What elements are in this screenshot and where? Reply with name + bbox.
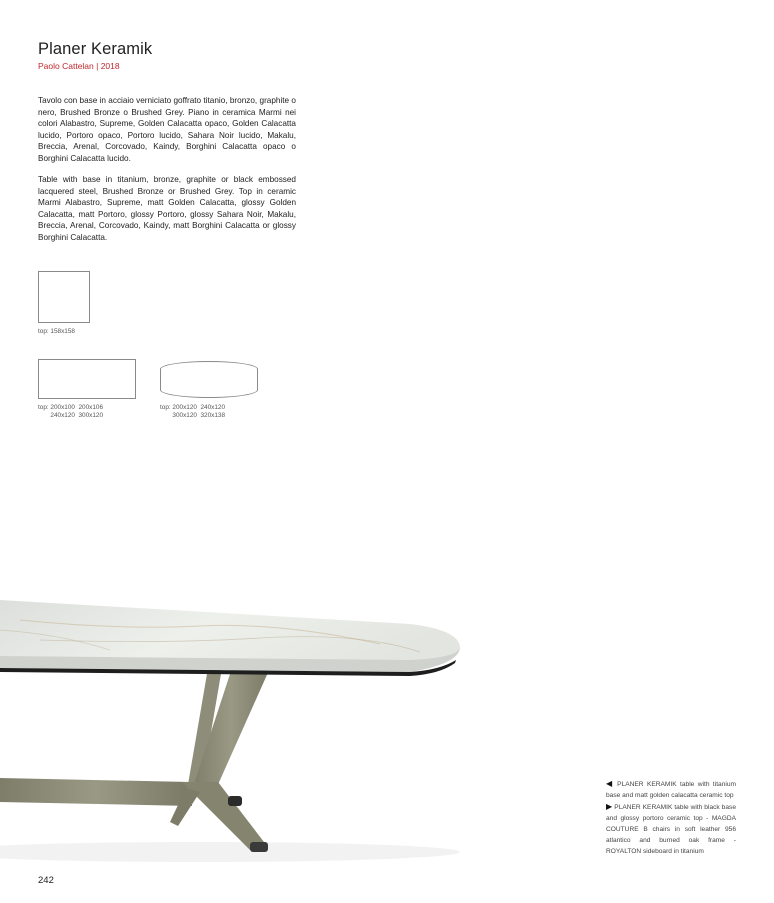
arrow-right-icon: ▶ [606,802,613,811]
rectangular-top-diagram [38,359,136,399]
barrel-top-diagram [160,361,258,398]
designer-year: Paolo Cattelan | 2018 [38,61,120,71]
square-top-diagram [38,271,90,323]
caption-left-text: PLANER KERAMIK table with titanium base and matt golden calacatta ceramic top [606,781,736,799]
page-number: 242 [38,875,54,886]
description-italian: Tavolo con base in acciaio verniciato goffrato titanio, bronzo, graphite o nero, Brushed Bronze o Brushed Grey. Piano in ceramica Marmi nei colori Alabastro, Supreme, Golden Calacatta opaco, Golden Calacatta lucido, Portoro opaco, Portoro lucido, Sahara Noir lucido, Makalu, Breccia, Arenal, Corcovado, Kaindy, Borghini Calacatta opaco o Borghini Calacatta lucido. [38,96,296,163]
caption-right-text: PLANER KERAMIK table with black base and glossy portoro ceramic top - MAGDA COUTURE B chairs in soft leather 956 atlantico and burned oak frame - ROYALTON sideboard in titanium [606,804,736,855]
rectangular-top-dimensions: top: 200x100 200x106 240x120 300x120 [38,404,104,420]
arrow-left-icon: ◀ [606,779,614,788]
photo-caption [606,778,736,857]
description-english: Table with base in titanium, bronze, graphite or black embossed lacquered steel, Brushed Bronze or Brushed Grey. Top in ceramic Marmi Alabastro, Supreme, matt Golden Calacatta, glossy Golden Calacatta, matt Portoro, glossy Portoro, glossy Sahara Noir, Makalu, Breccia, Arenal, Corcovado, Kaindy, matt Borghini Calacatta or glossy Borghini Calacatta. [38,175,296,242]
table-photo [0,560,560,880]
barrel-top-dimensions: top: 200x120 240x120 300x120 320x138 [160,404,226,420]
square-top-dimensions: top: 158x158 [38,328,75,335]
product-title: Planer Keramik [38,40,153,58]
